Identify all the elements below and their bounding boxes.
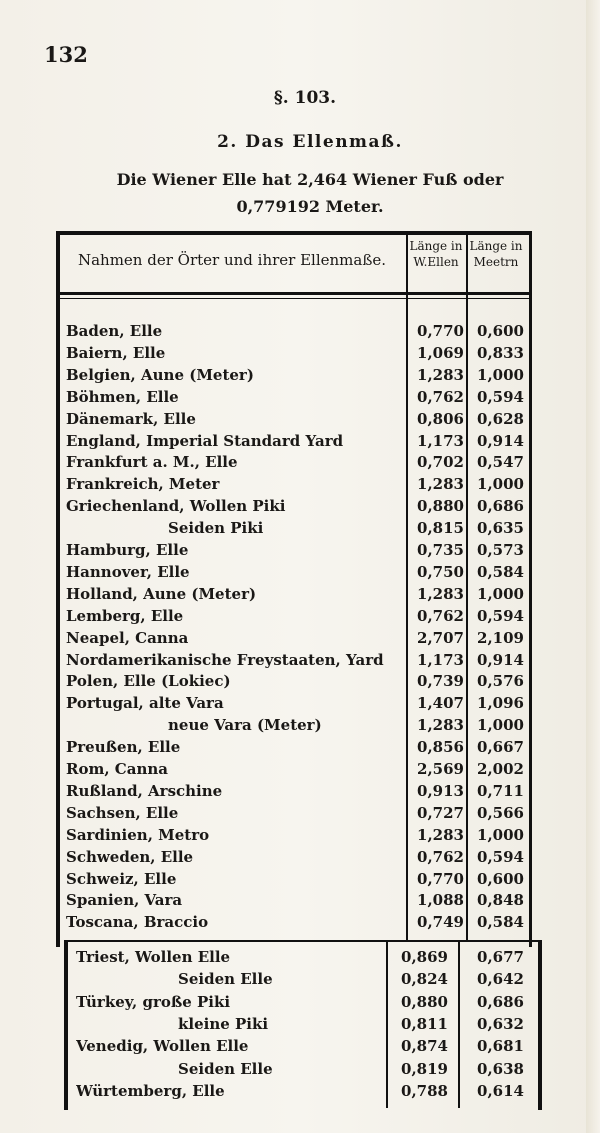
table-row	[0, 946, 600, 968]
column-header-vienna-ells: Länge in W.Ellen	[409, 239, 463, 269]
place-name: Preußen, Elle	[66, 738, 181, 757]
table-row	[0, 495, 600, 517]
length-vienna-ells: 0,815	[417, 519, 464, 538]
length-meters: 0,686	[477, 497, 524, 516]
place-name: kleine Piki	[178, 1014, 269, 1033]
place-name: Schweiz, Elle	[66, 869, 177, 888]
place-name: Holland, Aune (Meter)	[66, 584, 257, 603]
length-meters: 0,594	[477, 847, 524, 866]
length-vienna-ells: 1,283	[417, 716, 464, 735]
length-meters: 0,914	[477, 650, 524, 669]
length-vienna-ells: 0,770	[417, 869, 464, 888]
place-name: Lemberg, Elle	[66, 606, 184, 625]
length-meters: 0,600	[477, 322, 524, 340]
length-meters: 1,000	[477, 584, 524, 603]
place-name: Hannover, Elle	[66, 562, 190, 581]
length-meters: 0,566	[477, 803, 524, 822]
place-name: Türkey, große Piki	[76, 992, 231, 1011]
table-row	[0, 1013, 600, 1035]
table-row	[0, 846, 600, 868]
table-row	[0, 968, 600, 990]
table-row	[0, 991, 600, 1013]
table-row	[0, 517, 600, 539]
place-name: Frankfurt a. M., Elle	[66, 453, 238, 472]
table-row	[0, 627, 600, 649]
length-meters: 0,638	[477, 1059, 524, 1078]
length-meters: 0,681	[477, 1037, 524, 1056]
place-name: Baiern, Elle	[66, 343, 166, 362]
place-name: Frankreich, Meter	[66, 475, 220, 494]
table-row	[0, 408, 600, 430]
table-row	[0, 649, 600, 671]
length-vienna-ells: 0,880	[417, 497, 464, 516]
length-vienna-ells: 0,913	[417, 781, 464, 800]
length-vienna-ells: 0,750	[417, 562, 464, 581]
length-meters: 1,000	[477, 475, 524, 494]
place-name: Seiden Piki	[168, 519, 264, 538]
table-row	[0, 473, 600, 495]
place-name: Belgien, Aune (Meter)	[66, 365, 254, 384]
place-name: Seiden Elle	[178, 970, 273, 989]
place-name: Toscana, Braccio	[66, 913, 209, 932]
length-vienna-ells: 0,819	[401, 1059, 448, 1078]
length-vienna-ells: 1,173	[417, 431, 464, 450]
place-name: neue Vara (Meter)	[168, 716, 322, 735]
place-name: Dänemark, Elle	[66, 409, 196, 428]
length-meters: 0,600	[477, 869, 524, 888]
length-vienna-ells: 0,702	[417, 453, 464, 472]
length-vienna-ells: 0,762	[417, 847, 464, 866]
place-name: Würtemberg, Elle	[76, 1081, 225, 1100]
header-rule	[58, 292, 530, 295]
length-vienna-ells: 0,727	[417, 803, 464, 822]
place-name: Rom, Canna	[66, 760, 168, 778]
length-vienna-ells: 1,173	[417, 650, 464, 669]
table-row	[0, 736, 600, 758]
length-meters: 0,711	[477, 781, 524, 800]
length-vienna-ells: 0,762	[417, 387, 464, 406]
intro-text-line-1: Die Wiener Elle hat 2,464 Wiener Fuß oder	[116, 170, 504, 189]
length-vienna-ells: 1,283	[417, 584, 464, 603]
table-row	[0, 561, 600, 583]
length-vienna-ells: 1,283	[417, 365, 464, 384]
length-vienna-ells: 1,283	[417, 825, 464, 844]
table-row	[0, 1080, 600, 1102]
table-row	[0, 1035, 600, 1057]
table-row	[0, 670, 600, 692]
length-vienna-ells: 0,880	[401, 992, 448, 1011]
length-meters: 0,594	[477, 606, 524, 625]
length-vienna-ells: 0,788	[401, 1081, 448, 1100]
length-meters: 0,667	[477, 738, 524, 757]
length-vienna-ells: 0,869	[401, 948, 448, 966]
place-name: Sardinien, Metro	[66, 825, 210, 844]
table-row	[0, 320, 600, 342]
length-vienna-ells: 1,088	[417, 891, 464, 910]
column-header-places: Nahmen der Örter und ihrer Ellenmaße.	[77, 251, 387, 269]
place-name: Rußland, Arschine	[66, 781, 223, 800]
place-name: Hamburg, Elle	[66, 541, 189, 559]
table-row	[0, 824, 600, 846]
table-row	[0, 342, 600, 364]
section-heading: 2. Das Ellenmaß.	[217, 132, 403, 152]
length-vienna-ells: 0,735	[417, 541, 464, 559]
header-rule	[58, 298, 530, 299]
length-vienna-ells: 0,856	[417, 738, 464, 757]
table-row	[0, 758, 600, 780]
length-vienna-ells: 2,707	[417, 628, 464, 647]
table-row	[0, 386, 600, 408]
length-vienna-ells: 0,824	[401, 970, 448, 989]
column-header-meters: Länge in Meetrn	[469, 239, 523, 269]
length-meters: 0,642	[477, 970, 524, 989]
place-name: Böhmen, Elle	[66, 387, 179, 406]
length-meters: 0,584	[477, 913, 524, 932]
length-vienna-ells: 0,874	[401, 1037, 448, 1056]
length-vienna-ells: 0,739	[417, 672, 464, 691]
table-row	[0, 714, 600, 736]
length-meters: 0,914	[477, 431, 524, 450]
page-number: 132	[44, 42, 88, 67]
place-name: Schweden, Elle	[66, 847, 194, 866]
length-meters: 0,635	[477, 519, 524, 538]
length-meters: 1,000	[477, 365, 524, 384]
place-name: Polen, Elle (Lokiec)	[66, 672, 231, 691]
length-meters: 0,614	[477, 1081, 524, 1100]
table-row	[0, 539, 600, 561]
table-row	[0, 583, 600, 605]
table-row	[0, 802, 600, 824]
length-vienna-ells: 1,069	[417, 343, 464, 362]
table-row	[0, 911, 600, 933]
table-row	[0, 605, 600, 627]
length-meters: 0,628	[477, 409, 524, 428]
length-meters: 0,677	[477, 948, 524, 966]
table-row	[0, 692, 600, 714]
length-vienna-ells: 0,749	[417, 913, 464, 932]
length-meters: 1,096	[477, 694, 524, 713]
place-name: Nordamerikanische Freystaaten, Yard	[66, 650, 384, 669]
place-name: Griechenland, Wollen Piki	[66, 497, 286, 516]
length-meters: 0,848	[477, 891, 524, 910]
length-meters: 1,000	[477, 716, 524, 735]
length-meters: 0,584	[477, 562, 524, 581]
place-name: Venedig, Wollen Elle	[76, 1037, 249, 1056]
intro-text-line-2: 0,779192 Meter.	[236, 197, 384, 216]
table-row	[0, 364, 600, 386]
length-meters: 1,000	[477, 825, 524, 844]
length-vienna-ells: 0,811	[401, 1014, 448, 1033]
table-row	[0, 451, 600, 473]
length-meters: 0,576	[477, 672, 524, 691]
length-vienna-ells: 1,407	[417, 694, 464, 713]
length-meters: 0,686	[477, 992, 524, 1011]
place-name: Spanien, Vara	[66, 891, 183, 910]
length-meters: 0,573	[477, 541, 524, 559]
length-vienna-ells: 0,762	[417, 606, 464, 625]
table-row	[0, 430, 600, 452]
place-name: Sachsen, Elle	[66, 803, 179, 822]
place-name: Baden, Elle	[66, 322, 163, 340]
table-row	[0, 780, 600, 802]
length-vienna-ells: 0,770	[417, 322, 464, 340]
place-name: Neapel, Canna	[66, 628, 189, 647]
length-meters: 0,833	[477, 343, 524, 362]
place-name: Triest, Wollen Elle	[76, 948, 231, 966]
length-meters: 0,547	[477, 453, 524, 472]
place-name: Seiden Elle	[178, 1059, 273, 1078]
length-vienna-ells: 2,569	[417, 760, 464, 778]
length-meters: 2,002	[477, 760, 524, 778]
length-meters: 2,109	[477, 628, 524, 647]
length-meters: 0,594	[477, 387, 524, 406]
table-row	[0, 1058, 600, 1080]
length-meters: 0,632	[477, 1014, 524, 1033]
place-name: England, Imperial Standard Yard	[66, 431, 344, 450]
place-name: Portugal, alte Vara	[66, 694, 224, 713]
table-row	[0, 889, 600, 911]
table-row	[0, 868, 600, 890]
length-vienna-ells: 0,806	[417, 409, 464, 428]
length-vienna-ells: 1,283	[417, 475, 464, 494]
section-number: §. 103.	[273, 88, 337, 108]
